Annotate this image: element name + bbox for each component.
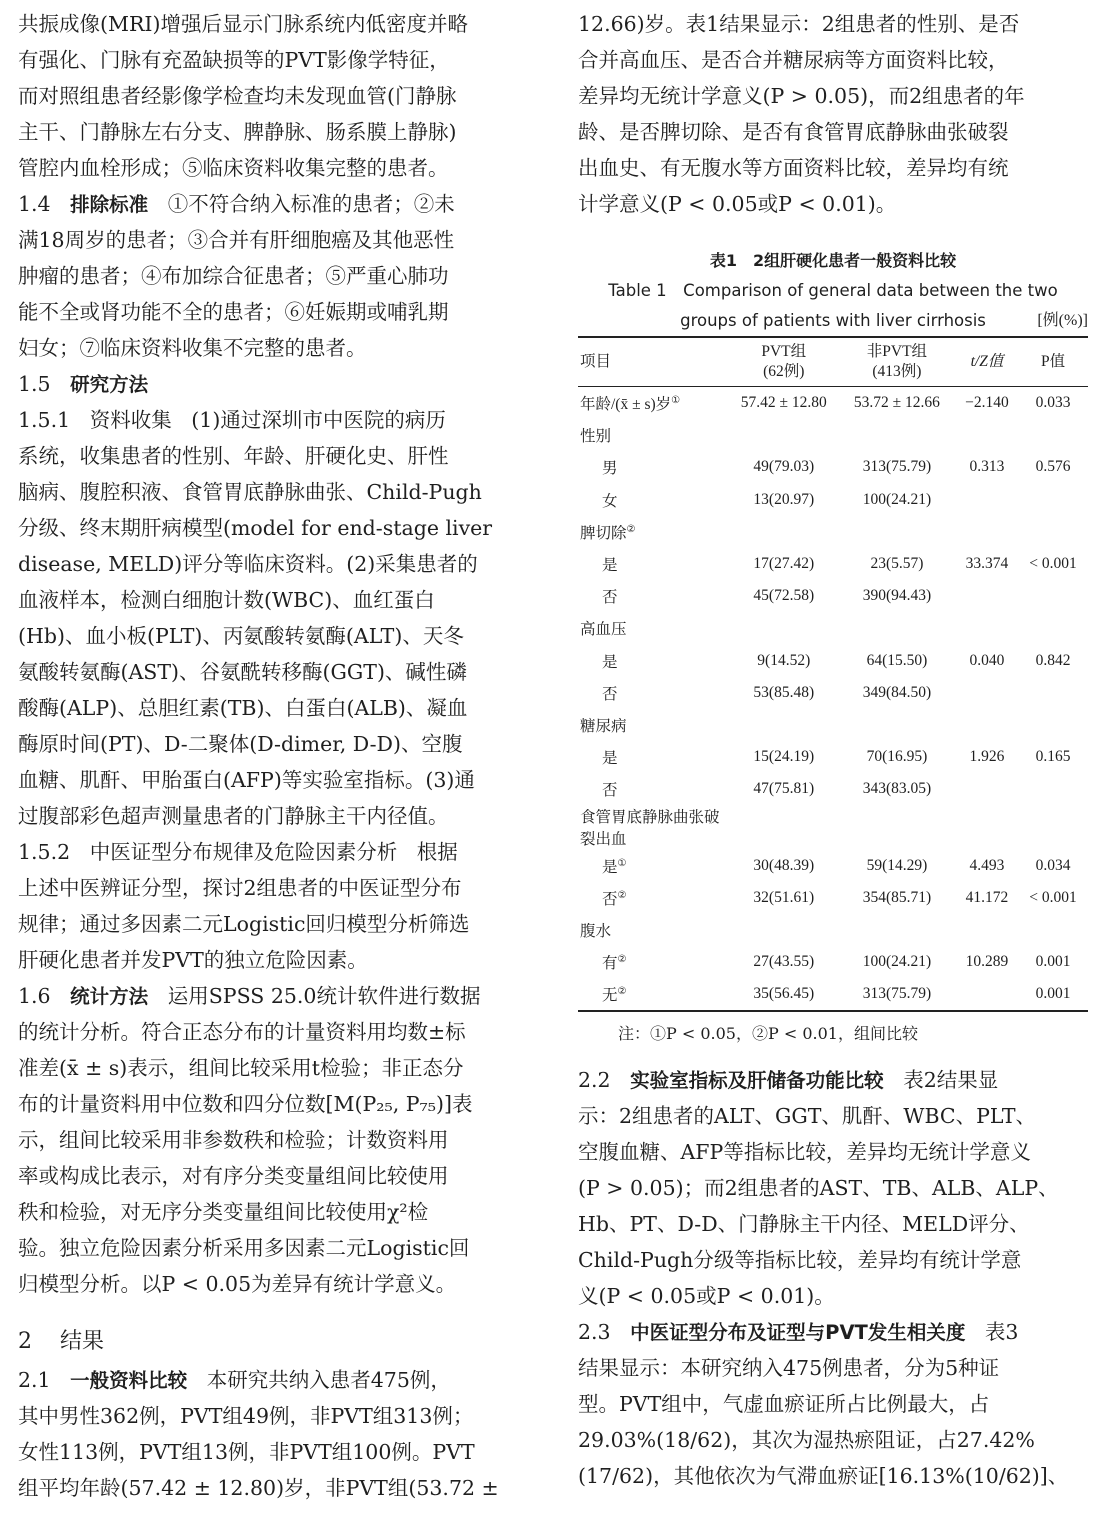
cell-pvt — [730, 978, 838, 1011]
cell-item — [578, 914, 730, 946]
cell-pvt-text: 47(75.81) — [753, 780, 815, 798]
body-line: 分级、终末期肝病模型(model for end-stage liver — [18, 516, 493, 540]
cell-non-pvt-text: 313(75.79) — [862, 985, 932, 1003]
header-non-pvt-label: 非PVT组 — [866, 343, 928, 360]
cell-p — [1018, 548, 1088, 580]
cell-item-text: 年龄/(x̄ ± s)岁 — [580, 396, 672, 414]
cell-item-text: 无 — [602, 987, 618, 1005]
body-text: ①不符合纳入标准的患者；②未 — [167, 192, 455, 216]
header-non-pvt-count: (413例) — [872, 363, 922, 380]
table-row — [578, 612, 1088, 644]
section-number: 2 — [18, 1329, 32, 1354]
body-line: 结果显示：本研究纳入475例患者，分为5种证 — [578, 1356, 1000, 1381]
body-line: 型。PVT组中，气虚血瘀证所占比例最大，占 — [578, 1392, 990, 1417]
cell-tz — [956, 882, 1018, 914]
cell-pvt — [730, 419, 838, 451]
section-heading: 研究方法 — [70, 373, 149, 396]
cell-tz — [956, 451, 1018, 483]
section-2-2 — [578, 1062, 1088, 1098]
section-1-4 — [18, 186, 528, 222]
cell-non-pvt — [838, 387, 956, 420]
body-line: 血糖、肌酐、甲胎蛋白(AFP)等实验室指标。(3)通 — [18, 768, 475, 792]
cell-item — [578, 548, 730, 580]
footnote-mark: ① — [671, 394, 681, 406]
body-line: 过腹部彩色超声测量患者的门静脉主干内径值。 — [18, 804, 449, 828]
body-line: 酸酶(ALP)、总胆红素(TB)、白蛋白(ALB)、凝血 — [18, 696, 468, 720]
cell-p-text: < 0.001 — [1029, 555, 1077, 573]
body-line: 而对照组患者经影像学检查均未发现血管(门静脉 — [18, 84, 457, 108]
body-line: 血液样本，检测白细胞计数(WBC)、血红蛋白 — [18, 588, 435, 612]
cell-non-pvt — [838, 805, 956, 849]
body-line: 妇女；⑦临床资料收集不完整的患者。 — [18, 336, 367, 360]
table-caption-en-line2: groups of patients with liver cirrhosis — [680, 311, 986, 330]
cell-non-pvt-text: 100(24.21) — [862, 490, 932, 508]
spacer — [18, 1302, 528, 1322]
cell-tz-text: 33.374 — [965, 555, 1009, 573]
body-line: 空腹血糖、AFP等指标比较，差异均无统计学意义 — [578, 1140, 1031, 1165]
body-line: 系统，收集患者的性别、年龄、肝硬化史、肝性 — [18, 444, 449, 468]
body-text: 表3 — [984, 1320, 1019, 1345]
body-line: 龄、是否脾切除、是否有食管胃底静脉曲张破裂 — [578, 120, 1009, 144]
cell-pvt-text: 32(51.61) — [753, 888, 815, 906]
footnote-mark: ② — [617, 986, 627, 998]
cell-tz-text: 10.289 — [965, 953, 1009, 971]
cell-item — [578, 946, 730, 978]
cell-item — [578, 484, 730, 516]
cell-p-text: 0.034 — [1035, 856, 1071, 874]
body-line: Child-Pugh分级等指标比较，差异均有统计学意 — [578, 1248, 1022, 1273]
cell-item — [578, 451, 730, 483]
cell-pvt — [730, 882, 838, 914]
cell-item-text: 是 — [602, 858, 618, 876]
body-line: 管腔内血栓形成；⑤临床资料收集完整的患者。 — [18, 156, 449, 180]
right-column — [578, 6, 1088, 1494]
cell-item-text: 否 — [602, 589, 618, 607]
cell-pvt-text: 13(20.97) — [753, 490, 815, 508]
cell-pvt — [730, 387, 838, 420]
body-line: 12.66)岁。表1结果显示：2组患者的性别、是否 — [578, 12, 1020, 36]
cell-pvt — [730, 849, 838, 881]
cell-pvt — [730, 580, 838, 612]
cell-tz-text: 4.493 — [969, 856, 1005, 874]
cell-pvt — [730, 516, 838, 548]
cell-non-pvt-text: 100(24.21) — [862, 953, 932, 971]
body-line: 秩和检验，对无序分类变量组间比较使用χ²检 — [18, 1200, 429, 1224]
body-line: 酶原时间(PT)、D-二聚体(D-dimer, D-D)、空腹 — [18, 732, 463, 756]
cell-non-pvt — [838, 946, 956, 978]
cell-p — [1018, 516, 1088, 548]
body-line: 义(P < 0.05或P < 0.01)。 — [578, 1284, 835, 1309]
section-heading: 排除标准 — [70, 193, 149, 216]
footnote-mark: ① — [617, 857, 627, 869]
cell-p — [1018, 946, 1088, 978]
body-line: 示，组间比较采用非参数秩和检验；计数资料用 — [18, 1128, 449, 1152]
cell-item — [578, 709, 730, 741]
cell-p — [1018, 419, 1088, 451]
body-text: 本研究共纳入患者475例， — [206, 1368, 451, 1392]
cell-p-text: 0.576 — [1035, 458, 1071, 476]
cell-p — [1018, 741, 1088, 773]
cell-item-text: 高血压 — [580, 621, 627, 639]
table-body — [578, 387, 1088, 1012]
cell-item-text: 脾切除 — [580, 524, 627, 542]
body-line: (17/62)，其他依次为气滞血瘀证[16.13%(10/62)]、 — [578, 1464, 1069, 1489]
cell-p — [1018, 580, 1088, 612]
left-column — [18, 6, 528, 1506]
cell-non-pvt — [838, 548, 956, 580]
body-line: 合并高血压、是否合并糖尿病等方面资料比较， — [578, 48, 1009, 72]
cell-pvt-text: 30(48.39) — [753, 856, 815, 874]
cell-tz-text: 0.040 — [969, 651, 1005, 669]
body-line: 脑病、腹腔积液、食管胃底静脉曲张、Child-Pugh — [18, 480, 482, 504]
cell-p — [1018, 978, 1088, 1011]
cell-item — [578, 882, 730, 914]
cell-item — [578, 580, 730, 612]
cell-item-text: 否 — [602, 890, 618, 908]
cell-p — [1018, 882, 1088, 914]
cell-item — [578, 516, 730, 548]
cell-p — [1018, 805, 1088, 849]
cell-p — [1018, 645, 1088, 677]
cell-item — [578, 773, 730, 805]
cell-non-pvt — [838, 451, 956, 483]
cell-tz — [956, 516, 1018, 548]
cell-non-pvt — [838, 914, 956, 946]
body-line: 其中男性362例，PVT组49例，非PVT组313例； — [18, 1404, 474, 1428]
table-note: 注：①P < 0.05，②P < 0.01，组间比较 — [618, 1024, 918, 1044]
section-1-5-1 — [18, 402, 528, 438]
cell-p-text: 0.033 — [1035, 394, 1071, 412]
section-heading: 中医证型分布及证型与PVT发生相关度 — [630, 1321, 966, 1345]
cell-tz — [956, 612, 1018, 644]
body-line: 的统计分析。符合正态分布的计量资料用均数±标 — [18, 1020, 466, 1044]
body-line: 主干、门静脉左右分支、脾静脉、肠系膜上静脉) — [18, 120, 457, 144]
body-line: 上述中医辨证分型，探讨2组患者的中医证型分布 — [18, 876, 462, 900]
table-row — [578, 580, 1088, 612]
body-line: 计学意义(P < 0.05或P < 0.01)。 — [578, 192, 897, 216]
cell-tz — [956, 849, 1018, 881]
table-row — [578, 677, 1088, 709]
cell-non-pvt-text: 349(84.50) — [862, 683, 932, 701]
cell-tz — [956, 387, 1018, 420]
cell-item-text: 是 — [602, 750, 618, 768]
footnote-mark: ② — [617, 953, 627, 965]
cell-item-text: 否 — [602, 782, 618, 800]
cell-item — [578, 387, 730, 420]
cell-item — [578, 645, 730, 677]
header-pvt — [730, 337, 838, 387]
cell-tz — [956, 677, 1018, 709]
cell-item-text: 食管胃底静脉曲张破裂出血 — [580, 809, 720, 849]
cell-tz — [956, 484, 1018, 516]
cell-non-pvt — [838, 677, 956, 709]
body-line: 能不全或肾功能不全的患者；⑥妊娠期或哺乳期 — [18, 300, 449, 324]
cell-tz-text: 1.926 — [969, 748, 1005, 766]
body-text: 运用SPSS 25.0统计软件进行数据 — [167, 984, 481, 1008]
header-item: 项目 — [578, 337, 730, 387]
table-caption-en-2 — [578, 306, 1088, 336]
cell-p — [1018, 387, 1088, 420]
cell-tz — [956, 419, 1018, 451]
body-line: 氨酸转氨酶(AST)、谷氨酰转移酶(GGT)、碱性磷 — [18, 660, 467, 684]
body-line: 归模型分析。以P < 0.05为差异有统计学意义。 — [18, 1272, 457, 1296]
cell-pvt-text: 35(56.45) — [753, 985, 815, 1003]
cell-pvt-text: 27(43.55) — [753, 953, 815, 971]
section-heading: 一般资料比较 — [70, 1369, 188, 1392]
cell-item-text: 有 — [602, 955, 618, 973]
body-text: 表2结果显 — [903, 1068, 999, 1093]
body-line: 准差(x̄ ± s)表示，组间比较采用t检验；非正态分 — [18, 1056, 464, 1080]
cell-tz — [956, 709, 1018, 741]
section-number: 1.5 — [18, 372, 51, 396]
body-text: 根据 — [416, 840, 458, 864]
cell-pvt — [730, 914, 838, 946]
table-row — [578, 914, 1088, 946]
cell-pvt-text: 15(24.19) — [753, 748, 815, 766]
cell-non-pvt — [838, 516, 956, 548]
footnote-mark: ② — [617, 889, 627, 901]
cell-non-pvt — [838, 612, 956, 644]
section-number: 1.5.1 — [18, 408, 71, 432]
body-line: 差异均无统计学意义(P > 0.05)，而2组患者的年 — [578, 84, 1025, 108]
cell-p — [1018, 849, 1088, 881]
header-tz: t/Z值 — [956, 337, 1018, 387]
header-pvt-count: (62例) — [763, 363, 805, 380]
cell-tz — [956, 580, 1018, 612]
table-row — [578, 645, 1088, 677]
section-2 — [18, 1322, 528, 1362]
cell-pvt — [730, 946, 838, 978]
body-line: 出血史、有无腹水等方面资料比较，差异均有统 — [578, 156, 1009, 180]
cell-non-pvt-text: 390(94.43) — [862, 587, 932, 605]
footnote-mark: ② — [626, 523, 636, 535]
section-1-5-2 — [18, 834, 528, 870]
table-row — [578, 548, 1088, 580]
table-row — [578, 484, 1088, 516]
cell-tz — [956, 914, 1018, 946]
cell-non-pvt — [838, 484, 956, 516]
cell-item-text: 女 — [602, 492, 618, 510]
body-line: Hb、PT、D-D、门静脉主干内径、MELD评分、 — [578, 1212, 1030, 1237]
section-heading: 资料收集 — [89, 408, 172, 432]
cell-pvt — [730, 484, 838, 516]
cell-tz — [956, 978, 1018, 1011]
table-row — [578, 741, 1088, 773]
cell-non-pvt-text: 53.72 ± 12.66 — [853, 394, 940, 412]
cell-pvt-text: 49(79.03) — [753, 458, 815, 476]
section-heading: 中医证型分布规律及危险因素分析 — [89, 840, 398, 864]
body-line: 女性113例，PVT组13例，非PVT组100例。PVT — [18, 1440, 475, 1464]
table-row — [578, 805, 1088, 849]
cell-item-text: 男 — [602, 460, 618, 478]
body-line: 共振成像(MRI)增强后显示门脉系统内低密度并略 — [18, 12, 469, 36]
cell-item-text: 是 — [602, 557, 618, 575]
cell-p-text: 0.001 — [1035, 985, 1071, 1003]
header-pvt-label: PVT组 — [761, 343, 807, 360]
cell-non-pvt — [838, 849, 956, 881]
cell-pvt — [730, 612, 838, 644]
cell-tz — [956, 805, 1018, 849]
body-line: (Hb)、血小板(PLT)、丙氨酸转氨酶(ALT)、天冬 — [18, 624, 464, 648]
body-line: 肿瘤的患者；④布加综合征患者；⑤严重心肺功 — [18, 264, 449, 288]
cell-non-pvt — [838, 580, 956, 612]
section-number: 1.5.2 — [18, 840, 71, 864]
body-line: 满18周岁的患者；③合并有肝细胞癌及其他恶性 — [18, 228, 455, 252]
table-row — [578, 387, 1088, 420]
body-line: 率或构成比表示，对有序分类变量组间比较使用 — [18, 1164, 449, 1188]
cell-pvt-text: 9(14.52) — [757, 651, 811, 669]
section-1-5 — [18, 366, 528, 402]
cell-non-pvt-text: 354(85.71) — [862, 888, 932, 906]
cell-non-pvt — [838, 419, 956, 451]
section-heading: 结果 — [59, 1329, 104, 1354]
cell-pvt — [730, 773, 838, 805]
cell-non-pvt — [838, 741, 956, 773]
cell-pvt-text: 53(85.48) — [753, 683, 815, 701]
table-row — [578, 451, 1088, 483]
body-line: 29.03%(18/62)，其次为湿热瘀阻证，占27.42% — [578, 1428, 1035, 1453]
cell-pvt — [730, 645, 838, 677]
section-2-3 — [578, 1314, 1088, 1350]
cell-item — [578, 849, 730, 881]
table-header-row — [578, 337, 1088, 387]
cell-item — [578, 741, 730, 773]
body-line: disease, MELD)评分等临床资料。(2)采集患者的 — [18, 552, 478, 576]
cell-pvt-text: 57.42 ± 12.80 — [740, 394, 827, 412]
section-number: 1.6 — [18, 984, 51, 1008]
cell-pvt-text: 17(27.42) — [753, 555, 815, 573]
cell-pvt — [730, 677, 838, 709]
cell-non-pvt-text: 64(15.50) — [866, 651, 928, 669]
table-row — [578, 849, 1088, 881]
cell-non-pvt — [838, 978, 956, 1011]
cell-pvt — [730, 548, 838, 580]
table-caption-en: Table 1 Comparison of general data between the two — [608, 281, 1058, 300]
cell-non-pvt-text: 313(75.79) — [862, 458, 932, 476]
cell-tz — [956, 741, 1018, 773]
cell-p — [1018, 451, 1088, 483]
table-row — [578, 516, 1088, 548]
body-line: (P > 0.05)；而2组患者的AST、TB、ALB、ALP、 — [578, 1176, 1059, 1201]
cell-tz — [956, 548, 1018, 580]
table-unit: [例(%)] — [1037, 312, 1088, 329]
cell-tz — [956, 645, 1018, 677]
section-number: 2.2 — [578, 1068, 611, 1093]
cell-item-text: 腹水 — [580, 922, 612, 940]
section-number: 2.3 — [578, 1320, 611, 1345]
table-1 — [578, 336, 1088, 1012]
cell-p-text: 0.842 — [1035, 651, 1071, 669]
cell-item — [578, 978, 730, 1011]
cell-item-text: 性别 — [580, 428, 612, 446]
spacer — [578, 222, 1088, 240]
body-line: 组平均年龄(57.42 ± 12.80)岁，非PVT组(53.72 ± — [18, 1476, 499, 1500]
cell-p-text: 0.165 — [1035, 748, 1071, 766]
table-row — [578, 882, 1088, 914]
table-row — [578, 946, 1088, 978]
cell-tz-text: 41.172 — [965, 888, 1009, 906]
cell-p — [1018, 677, 1088, 709]
cell-item — [578, 805, 730, 849]
cell-item — [578, 677, 730, 709]
body-line: 有强化、门脉有充盈缺损等的PVT影像学特征， — [18, 48, 450, 72]
cell-item-text: 是 — [602, 653, 618, 671]
cell-non-pvt — [838, 882, 956, 914]
cell-non-pvt-text: 23(5.57) — [870, 555, 924, 573]
cell-tz — [956, 773, 1018, 805]
cell-p — [1018, 773, 1088, 805]
section-heading: 实验室指标及肝储备功能比较 — [630, 1069, 884, 1093]
table-row — [578, 709, 1088, 741]
section-heading: 统计方法 — [70, 985, 149, 1008]
body-line: 布的计量资料用中位数和四分位数[M(P₂₅, P₇₅)]表 — [18, 1092, 473, 1116]
cell-non-pvt — [838, 709, 956, 741]
cell-p — [1018, 709, 1088, 741]
table-row — [578, 773, 1088, 805]
cell-tz-text: −2.140 — [965, 394, 1009, 412]
body-line: 肝硬化患者并发PVT的独立危险因素。 — [18, 948, 368, 972]
section-2-1 — [18, 1362, 528, 1398]
cell-pvt — [730, 805, 838, 849]
cell-pvt — [730, 741, 838, 773]
cell-pvt-text: 45(72.58) — [753, 587, 815, 605]
cell-tz — [956, 946, 1018, 978]
section-1-6 — [18, 978, 528, 1014]
cell-non-pvt-text: 343(83.05) — [862, 780, 932, 798]
cell-non-pvt-text: 59(14.29) — [866, 856, 928, 874]
body-line: 验。独立危险因素分析采用多因素二元Logistic回 — [18, 1236, 470, 1260]
cell-p-text: 0.001 — [1035, 953, 1071, 971]
cell-pvt — [730, 709, 838, 741]
cell-item-text: 糖尿病 — [580, 717, 627, 735]
cell-non-pvt — [838, 645, 956, 677]
cell-tz-text: 0.313 — [969, 458, 1005, 476]
cell-p — [1018, 484, 1088, 516]
cell-non-pvt-text: 70(16.95) — [866, 748, 928, 766]
cell-non-pvt — [838, 773, 956, 805]
body-line: 示：2组患者的ALT、GGT、肌酐、WBC、PLT、 — [578, 1104, 1036, 1129]
cell-item — [578, 612, 730, 644]
header-non-pvt — [838, 337, 956, 387]
cell-item-text: 否 — [602, 685, 618, 703]
cell-pvt — [730, 451, 838, 483]
table-row — [578, 419, 1088, 451]
header-p: P值 — [1018, 337, 1088, 387]
section-number: 1.4 — [18, 192, 51, 216]
cell-item — [578, 419, 730, 451]
body-text: (1)通过深圳市中医院的病历 — [191, 408, 446, 432]
table-row — [578, 978, 1088, 1011]
cell-p — [1018, 612, 1088, 644]
body-line: 规律；通过多因素二元Logistic回归模型分析筛选 — [18, 912, 470, 936]
table-caption-cn: 表1 2组肝硬化患者一般资料比较 — [709, 251, 957, 270]
section-number: 2.1 — [18, 1368, 51, 1392]
cell-p-text: < 0.001 — [1029, 888, 1077, 906]
cell-p — [1018, 914, 1088, 946]
